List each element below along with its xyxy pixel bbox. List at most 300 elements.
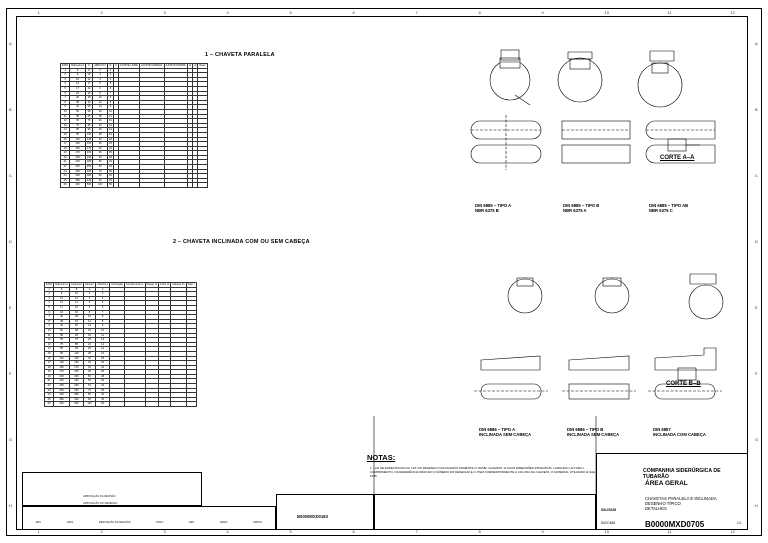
view-label-din6887: DIN 6887 INCLINADA COM CABEÇA xyxy=(653,427,706,437)
table-cell: 10 xyxy=(69,292,83,297)
table-cell: 14 xyxy=(95,347,109,352)
table-cell: 6 xyxy=(61,91,70,96)
table-cell: 22 xyxy=(109,146,112,150)
table-cell: 11 xyxy=(95,333,109,338)
table-cell: 12 xyxy=(70,82,86,87)
border-column-number: 1 xyxy=(37,10,40,15)
table-cell: 17 xyxy=(69,301,83,306)
table-cell: 85 xyxy=(85,123,92,128)
table-cell: 15 xyxy=(45,351,54,356)
stamp-number: B0000MXD0183 xyxy=(297,514,328,519)
table-cell: 7 xyxy=(95,310,109,315)
shaft-view-a xyxy=(490,50,530,105)
table-cell: 8 xyxy=(108,100,114,105)
table-cell: 7 xyxy=(108,91,114,96)
document-number: B0000MXD0705 xyxy=(645,520,705,529)
table-cell: 6 xyxy=(93,86,108,91)
table-cell: 20 xyxy=(95,361,109,366)
table-cell: 11 xyxy=(109,114,112,118)
table-cell: 100 xyxy=(93,183,108,188)
table-cell: 2 xyxy=(108,68,114,73)
revision-column-label: DATA xyxy=(66,521,74,524)
table-cell: 23 xyxy=(45,388,54,393)
table-cell: 16 xyxy=(84,328,96,333)
table-cell: 8 xyxy=(45,319,54,324)
table-cell: 3 xyxy=(95,292,109,297)
table-cell: 16 xyxy=(109,132,112,136)
table-cell: 2 xyxy=(93,68,108,73)
table-cell: 8 xyxy=(70,73,86,78)
table-cell: 75 xyxy=(54,342,70,347)
table-cell: 50 xyxy=(93,155,108,160)
table-cell: 14 xyxy=(93,105,108,110)
table-cell: 6 xyxy=(95,305,109,310)
border-row-letter: D xyxy=(755,239,758,244)
table-cell: 4 xyxy=(61,82,70,87)
table-cell: 32 xyxy=(95,384,109,389)
table-cell: 150 xyxy=(69,361,83,366)
table-cell: 36 xyxy=(109,169,112,173)
table-cell: 28 xyxy=(84,351,96,356)
border-column-number: 12 xyxy=(730,10,735,15)
table-header-cell: ABAIXO h xyxy=(94,64,107,67)
table-cell: 24 xyxy=(61,174,70,179)
table-cell: 290 xyxy=(69,384,83,389)
border-column-number: 2 xyxy=(100,529,103,534)
table-cell: 18 xyxy=(61,146,70,151)
table-cell: 12 xyxy=(85,77,92,82)
table-cell: 44 xyxy=(69,319,83,324)
table-cell: 260 xyxy=(69,379,83,384)
border-column-number: 6 xyxy=(352,10,355,15)
border-column-number: 7 xyxy=(415,529,418,534)
tapered-shaft-c xyxy=(689,274,723,319)
table-cell: 13 xyxy=(61,123,70,128)
table-cell: 14 xyxy=(109,128,112,132)
drawing-approval-label: APROVAÇÃO DO DESENHO xyxy=(83,502,118,505)
table-cell: 30 xyxy=(85,91,92,96)
table-cell: 45 xyxy=(93,151,108,156)
table-header-cell: t2 xyxy=(194,64,197,67)
table-cell: 7 xyxy=(45,315,54,320)
table-cell: 10 xyxy=(95,328,109,333)
table-cell: 6 xyxy=(54,287,70,292)
tolerance-block xyxy=(374,494,596,530)
table-cell: 6 xyxy=(45,310,54,315)
table-cell: 65 xyxy=(85,114,92,119)
table-cell: 2 xyxy=(61,73,70,78)
table-cell: 14 xyxy=(95,342,109,347)
table-cell: 5 xyxy=(95,301,109,306)
table-cell: 9 xyxy=(95,324,109,329)
table-cell: 16 xyxy=(93,109,108,114)
view-label-din6886-b: DIN 6886 – TIPO B INCLINADA SEM CABEÇA xyxy=(567,427,620,437)
table-cell: 12 xyxy=(84,319,96,324)
table-cell: 19 xyxy=(61,151,70,156)
table-cell: 18 xyxy=(95,356,109,361)
table-cell: 90 xyxy=(93,178,108,183)
border-row-letter: E xyxy=(755,305,758,310)
table-cell: 22 xyxy=(69,305,83,310)
table-cell: 85 xyxy=(70,128,86,133)
table-cell: 28 xyxy=(93,132,108,137)
table-cell: 5 xyxy=(84,301,96,306)
table-cell: 95 xyxy=(54,351,70,356)
table-cell: 5 xyxy=(61,86,70,91)
table-cell: 10 xyxy=(84,315,96,320)
table-cell: 330 xyxy=(70,174,86,179)
table-cell: 21 xyxy=(61,160,70,165)
table-cell: 3 xyxy=(61,77,70,82)
border-column-number: 9 xyxy=(541,529,544,534)
table-cell: 50 xyxy=(54,328,70,333)
border-column-number: 11 xyxy=(667,10,672,15)
table-cell: 26 xyxy=(45,402,54,407)
table-header-cell: A xyxy=(114,64,117,67)
table-cell: 30 xyxy=(70,96,86,101)
table-header-cell: AJUSTE INTERF. xyxy=(165,64,187,67)
border-column-number: 3 xyxy=(163,529,166,534)
border-column-number: 4 xyxy=(226,10,229,15)
table-cell: 5 xyxy=(45,305,54,310)
section2-title: 2 – CHAVETA INCLINADA COM OU SEM CABEÇA xyxy=(173,239,310,245)
table-cell: 17 xyxy=(54,305,70,310)
table-cell: 17 xyxy=(45,361,54,366)
table-cell: 65 xyxy=(54,338,70,343)
table-cell: 12 xyxy=(95,338,109,343)
border-column-number: 10 xyxy=(604,529,609,534)
table-header-cell: AJUSTE NORMAL xyxy=(140,64,163,67)
table-cell: 3 xyxy=(108,73,114,78)
table-cell: 40 xyxy=(95,393,109,398)
table-cell: 440 xyxy=(70,183,86,188)
border-column-number: 4 xyxy=(226,529,229,534)
table-cell: 38 xyxy=(69,315,83,320)
table-cell: 30 xyxy=(54,315,70,320)
company-name: COMPANHIA SIDERÚRGICA DE TUBARÃO xyxy=(643,468,721,480)
stamp-block xyxy=(276,494,374,530)
table-cell: 95 xyxy=(69,347,83,352)
table-cell: 80 xyxy=(84,393,96,398)
table-cell: 18 xyxy=(93,114,108,119)
table-cell: 17 xyxy=(61,142,70,147)
revision-columns xyxy=(23,521,275,524)
table-cell: 26 xyxy=(61,183,70,188)
table-cell: 25 xyxy=(95,370,109,375)
table-cell: 44 xyxy=(70,105,86,110)
table-cell: 4 xyxy=(45,301,54,306)
table-cell: 12 xyxy=(61,119,70,124)
tapered-key-b xyxy=(562,356,636,399)
table-cell: 260 xyxy=(54,384,70,389)
tapered-key-with-head xyxy=(648,348,722,399)
table-header-cell: Altura h xyxy=(85,283,94,286)
table-cell: 58 xyxy=(85,109,92,114)
table-header-cell: Raio r xyxy=(199,64,207,67)
table-header-cell: R xyxy=(108,64,114,69)
revision-column-label: DES xyxy=(188,521,195,524)
table-cell: 75 xyxy=(70,123,86,128)
table-cell: 85 xyxy=(54,347,70,352)
table-cell: 330 xyxy=(86,169,92,173)
table-header-cell: Rasgo t1 xyxy=(146,283,158,286)
table-cell: 6 xyxy=(70,68,86,73)
table-cell: 230 xyxy=(69,374,83,379)
table-cell: 10 xyxy=(61,109,70,114)
table-cell: 75 xyxy=(85,119,92,124)
table-header-cell: t1 xyxy=(189,64,192,67)
table-cell: 10 xyxy=(85,73,92,78)
table-cell: 8 xyxy=(95,315,109,320)
table-cell: 56 xyxy=(84,379,96,384)
table-cell: 10 xyxy=(109,109,112,113)
tapered-shaft-a xyxy=(508,278,542,313)
table-cell: 6 xyxy=(84,305,96,310)
table-cell: 19 xyxy=(45,370,54,375)
table-cell: 10 xyxy=(70,77,86,82)
border-row-letter: E xyxy=(9,305,12,310)
table-cell: 22 xyxy=(54,310,70,315)
view-label-din6886-a: DIN 6886 – TIPO A INCLINADA SEM CABEÇA xyxy=(479,427,532,437)
table-cell: 8 xyxy=(85,68,92,73)
table-cell: 32 xyxy=(109,165,112,169)
section-bb-label: CORTE B–B xyxy=(666,381,701,387)
revision-column-label: VERIF xyxy=(219,521,228,524)
table-cell: 2 xyxy=(84,287,96,292)
table-cell: 170 xyxy=(70,151,86,156)
table-cell: 22 xyxy=(93,123,108,128)
table-cell: 11 xyxy=(61,114,70,119)
table-cell: 58 xyxy=(54,333,70,338)
table-cell: 20 xyxy=(109,142,112,146)
table-cell: 24 xyxy=(45,393,54,398)
table-cell: 170 xyxy=(54,370,70,375)
table-cell: 36 xyxy=(95,388,109,393)
table-cell: 9 xyxy=(108,105,114,110)
table-cell: 14 xyxy=(84,324,96,329)
table-cell: 5 xyxy=(108,82,114,87)
table-cell: 16 xyxy=(45,356,54,361)
revision-column-label: APROV xyxy=(253,521,263,524)
table-cell: 500 xyxy=(86,183,92,187)
revision-block xyxy=(22,472,202,506)
border-row-letter: C xyxy=(9,173,12,178)
revision-column-label: DESCRIÇÃO DA REVISÃO xyxy=(98,521,131,524)
table-cell: 44 xyxy=(54,324,70,329)
view-label-din6885-ab: DIN 6885 – TIPO AB NBR 6375 C xyxy=(649,203,689,213)
table-header-cell: Raio r xyxy=(187,283,195,286)
table-cell: 25 xyxy=(93,128,108,133)
table-cell: 200 xyxy=(69,370,83,375)
border-column-number: 5 xyxy=(289,529,292,534)
table-cell: 380 xyxy=(86,174,92,178)
table-cell: 22 xyxy=(45,384,54,389)
table-cell: 100 xyxy=(84,402,96,407)
table-cell: 1 xyxy=(61,68,70,73)
border-column-number: 3 xyxy=(163,10,166,15)
table-header-cell: Comprimento L xyxy=(125,283,144,286)
table-cell: 2 xyxy=(95,287,109,292)
table-cell: 8 xyxy=(95,319,109,324)
table-cell: 85 xyxy=(69,342,83,347)
table-cell: 15 xyxy=(61,132,70,137)
table-cell: 8 xyxy=(61,100,70,105)
table-cell: 6 xyxy=(108,86,114,91)
table-cell: 22 xyxy=(85,86,92,91)
table-cell: 290 xyxy=(54,388,70,393)
table-cell: 75 xyxy=(69,338,83,343)
table-header-cell: Diâmetro d xyxy=(55,283,68,286)
table-cell: 440 xyxy=(54,402,70,407)
table-cell: 38 xyxy=(70,100,86,105)
border-column-number: 8 xyxy=(478,529,481,534)
table-cell: 18 xyxy=(45,365,54,370)
table-cell: 45 xyxy=(95,397,109,402)
table-cell: 18 xyxy=(109,137,112,141)
table-cell: 330 xyxy=(69,388,83,393)
border-column-number: 11 xyxy=(667,529,672,534)
table-header-cell: AJUSTE LIVRE xyxy=(119,64,138,67)
table-cell: 4 xyxy=(95,296,109,301)
table-cell: 22 xyxy=(95,365,109,370)
table-cell: 12 xyxy=(45,338,54,343)
table-cell: 10 xyxy=(45,328,54,333)
table-cell: 2 xyxy=(45,292,54,297)
border-column-number: 2 xyxy=(100,10,103,15)
table-cell: 18 xyxy=(84,333,96,338)
border-column-number: 5 xyxy=(289,10,292,15)
table-cell: 440 xyxy=(86,178,92,182)
border-row-letter: D xyxy=(9,239,12,244)
table-cell: 20 xyxy=(93,119,108,124)
table-cell: 40 xyxy=(93,146,108,151)
key-plan-top-b xyxy=(562,121,630,163)
tapered-key-a xyxy=(474,356,548,399)
border-row-letter: A xyxy=(755,41,758,46)
table-cell: 330 xyxy=(54,393,70,398)
table-cell: 36 xyxy=(93,142,108,147)
drawing-description: CHAVETAS PARALELA E INCLINADA DESENHO TÍPICO DETALHES xyxy=(645,496,717,511)
border-row-letter: G xyxy=(9,437,13,442)
table-cell: 230 xyxy=(86,155,92,159)
table-header-cell: Inclinação xyxy=(111,283,123,286)
table-cell: 22 xyxy=(61,165,70,170)
table-cell: 95 xyxy=(85,128,92,133)
table-cell: 17 xyxy=(85,82,92,87)
table-header-cell: b xyxy=(85,64,92,69)
border-column-number: 1 xyxy=(37,529,40,534)
table-cell: 7 xyxy=(61,96,70,101)
table-cell: 130 xyxy=(86,137,92,141)
table-header-cell: Cabeça h1 xyxy=(172,283,185,286)
view-label-din6885-b: DIN 6885 – TIPO B NBR 6375 A xyxy=(563,203,600,213)
table-cell: 4 xyxy=(84,296,96,301)
table-cell: 200 xyxy=(54,374,70,379)
table-cell: 32 xyxy=(109,160,112,164)
table-header-cell: Largura b xyxy=(70,283,82,286)
table-cell: 8 xyxy=(108,96,114,101)
table-cell: 150 xyxy=(54,365,70,370)
table-cell: 4 xyxy=(93,77,108,82)
section1-title: 1 – CHAVETA PARALELA xyxy=(205,52,275,58)
table-cell: 8 xyxy=(84,310,96,315)
table-cell: 30 xyxy=(69,310,83,315)
table-cell: 150 xyxy=(86,142,92,146)
table-cell: 12 xyxy=(69,296,83,301)
table-cell: 25 xyxy=(109,151,112,155)
table-header-cell: EIXO xyxy=(46,283,53,286)
table-cell: 56 xyxy=(93,160,108,165)
border-column-number: 9 xyxy=(541,10,544,15)
table-cell: 14 xyxy=(109,123,112,127)
table-cell: 12 xyxy=(93,100,108,105)
table-cell: 50 xyxy=(69,324,83,329)
table-cell: 95 xyxy=(70,132,86,137)
table-cell: 20 xyxy=(45,374,54,379)
table-cell: 3 xyxy=(84,292,96,297)
table-cell: 8 xyxy=(54,292,70,297)
table-cell: 10 xyxy=(54,296,70,301)
table-cell: 63 xyxy=(93,165,108,170)
border-row-letter: B xyxy=(9,107,12,112)
table-cell: 16 xyxy=(61,137,70,142)
table-cell: 25 xyxy=(45,397,54,402)
table-cell: 1 xyxy=(45,287,54,292)
table-cell: 32 xyxy=(93,137,108,142)
border-row-letter: A xyxy=(9,41,12,46)
table-cell: 4 xyxy=(108,77,114,82)
revision-table xyxy=(22,506,276,530)
table-header-cell: Diâmetro d xyxy=(71,64,84,67)
table-cell: 380 xyxy=(69,393,83,398)
table-cell: 500 xyxy=(69,402,83,407)
section-aa-label: CORTE A–A xyxy=(660,155,695,161)
table-cell: 110 xyxy=(54,356,70,361)
shaft-view-c xyxy=(638,51,682,107)
table-cell: 110 xyxy=(69,351,83,356)
table-cell: 9 xyxy=(45,324,54,329)
notes-text: 1 – AO SE ESPECIFICAR NA “LM” DO DESENHO COLOCAMOS SOMENTE O NOME “CHAVETA” E SUAS DIMENSÕES PRINCIPAIS, LARGURA x ALTURA x COMPRIMENTO, NA REFERÊNCIA INDICAR O NÚMERO DO DESENHO E O ITEM CORRESPONDENTE A COLUNA DA CHAVETA, O MATERIAL UTILIZADO É SAE 1045. xyxy=(370,466,596,478)
table-cell: 50 xyxy=(109,183,112,187)
tapered-shaft-b xyxy=(595,278,629,313)
table-cell: 290 xyxy=(70,169,86,174)
key-plan-top-a xyxy=(471,115,541,170)
table-cell: 5 xyxy=(93,82,108,87)
table-cell: 25 xyxy=(84,347,96,352)
table-cell: 23 xyxy=(61,169,70,174)
title-block xyxy=(596,453,748,530)
table-cell: 11 xyxy=(45,333,54,338)
table-cell: 21 xyxy=(45,379,54,384)
table-cell: 40 xyxy=(84,365,96,370)
table-cell: 17 xyxy=(70,86,86,91)
table-cell: 90 xyxy=(84,397,96,402)
table-cell: 13 xyxy=(45,342,54,347)
table-cell: 63 xyxy=(84,384,96,389)
table-cell: 8 xyxy=(69,287,83,292)
table-cell: 260 xyxy=(86,160,92,164)
table-cell: 14 xyxy=(61,128,70,133)
border-column-number: 12 xyxy=(730,529,735,534)
table-cell: 170 xyxy=(69,365,83,370)
revision-column-label: REV xyxy=(35,521,42,524)
table-cell: 65 xyxy=(70,119,86,124)
table-cell: 10 xyxy=(93,96,108,101)
table-cell: 16 xyxy=(95,351,109,356)
table-cell: 230 xyxy=(54,379,70,384)
table-cell: 28 xyxy=(95,374,109,379)
table-cell: 70 xyxy=(93,169,108,174)
